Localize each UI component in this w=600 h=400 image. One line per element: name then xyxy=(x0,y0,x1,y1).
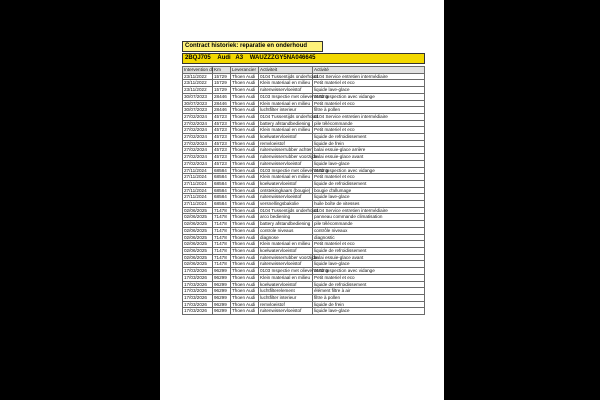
cell-supplier: Thoen Audi xyxy=(231,214,259,221)
cell-date: 30/07/2023 xyxy=(183,93,213,100)
cell-activity-nl: 0104 Tussentijds onderhoud xyxy=(260,73,318,79)
cell-date: 02/06/2025 xyxy=(183,247,213,254)
cell-km: 45723 xyxy=(213,154,231,161)
table-row xyxy=(183,261,425,268)
cell-date: 23/11/2022 xyxy=(183,87,213,94)
cell-supplier: Thoen Audi xyxy=(231,294,259,301)
table-header-row xyxy=(183,67,425,74)
cell-date: 27/02/2024 xyxy=(183,154,213,161)
cell-km: 45723 xyxy=(213,120,231,127)
cell-activity-fr: Petit materiel et eco xyxy=(313,274,425,281)
cell-supplier: Thoen Audi xyxy=(231,308,259,315)
cell-activity-nl: koelwatervloeistof xyxy=(259,247,313,254)
cell-km: 45723 xyxy=(213,147,231,154)
cell-activity-nl: ruitenwisservloeistof xyxy=(259,160,313,167)
table-row xyxy=(183,147,425,154)
cell-activity-fr: huile boîte de vitesses xyxy=(313,201,425,208)
cell-date: 02/06/2025 xyxy=(183,227,213,234)
vehicle-vin: WAUZZZGY5NA046645 xyxy=(249,55,316,61)
cell-activity-nl: 0103 Inspectie met olieverversing xyxy=(260,93,329,99)
cell-km: 71478 xyxy=(213,214,231,221)
cell-activity-nl: ruitenwisserrubber achter xyxy=(260,147,312,153)
cell-date: 27/02/2024 xyxy=(183,113,213,120)
document-title: Contract historiek: reparatie en onderhoud xyxy=(182,41,323,52)
cell-date: 17/03/2026 xyxy=(183,268,213,275)
cell-km: 71478 xyxy=(213,261,231,268)
table-row xyxy=(183,187,425,194)
cell-activity-nl: Klein materiaal en milieu xyxy=(259,100,313,107)
cell-date: 17/03/2026 xyxy=(183,288,213,295)
cell-supplier: Thoen Audi xyxy=(231,160,259,167)
cell-km: 96299 xyxy=(213,281,231,288)
table-row xyxy=(183,107,425,114)
cell-km: 96299 xyxy=(213,288,231,295)
cell-activity-fr: élément filtre à air xyxy=(313,288,425,295)
table-row xyxy=(183,154,425,161)
cell-activity-nl: Klein materiaal en milieu xyxy=(259,241,313,248)
cell-activity-nl: ruitenwisservloeistof xyxy=(259,194,313,201)
table-row xyxy=(183,194,425,201)
cell-activity-nl: ruitenwisserrubber voorzijde xyxy=(260,254,318,260)
cell-date: 27/02/2024 xyxy=(183,134,213,141)
cell-date: 27/02/2024 xyxy=(183,127,213,134)
cell-activity-nl: versnellingsbakolie xyxy=(259,201,313,208)
vehicle-info-bar xyxy=(182,53,425,64)
table-row xyxy=(183,134,425,141)
cell-supplier: Thoen Audi xyxy=(231,134,259,141)
cell-km: 71478 xyxy=(213,254,231,261)
cell-date: 27/11/2024 xyxy=(183,174,213,181)
cell-km: 96299 xyxy=(213,308,231,315)
vehicle-plate: 2BQJ705 xyxy=(185,55,211,61)
cell-activity-nl: luchtfilter interieur xyxy=(259,294,313,301)
cell-supplier: Thoen Audi xyxy=(231,167,259,174)
cell-date: 02/06/2025 xyxy=(183,241,213,248)
cell-supplier: Thoen Audi xyxy=(231,174,259,181)
cell-activity-nl: battery afstandbediening xyxy=(259,221,313,228)
cell-date: 27/11/2024 xyxy=(183,194,213,201)
cell-activity-fr: Petit materiel et eco xyxy=(313,127,425,134)
cell-km: 71478 xyxy=(213,247,231,254)
cell-km: 68584 xyxy=(213,187,231,194)
cell-km: 45723 xyxy=(213,160,231,167)
table-row xyxy=(183,127,425,134)
table-row xyxy=(183,201,425,208)
cell-date: 17/03/2026 xyxy=(183,308,213,315)
cell-km: 71478 xyxy=(213,241,231,248)
cell-km: 96299 xyxy=(213,274,231,281)
cell-activity-fr: Petit materiel et eco xyxy=(313,241,425,248)
table-row xyxy=(183,113,425,120)
table-row xyxy=(183,140,425,147)
cell-activity-nl: remvloeistof xyxy=(259,140,313,147)
cell-km: 71478 xyxy=(213,207,231,214)
header-supplier: Leverancier xyxy=(231,67,259,74)
cell-date: 27/11/2024 xyxy=(183,201,213,208)
header-activity-fr: Activité xyxy=(313,67,425,74)
cell-km: 96299 xyxy=(213,301,231,308)
cell-date: 02/06/2025 xyxy=(183,214,213,221)
cell-activity-nl: koelwatervloeistof xyxy=(259,281,313,288)
cell-supplier: Thoen Audi xyxy=(231,301,259,308)
cell-activity-nl: luchtfilterelement xyxy=(259,288,313,295)
cell-activity-fr: filtre à pollen xyxy=(313,107,425,114)
cell-km: 71478 xyxy=(213,234,231,241)
table-row xyxy=(183,254,425,261)
cell-activity-fr: Petit materiel et eco xyxy=(313,80,425,87)
cell-date: 23/11/2022 xyxy=(183,80,213,87)
cell-supplier: Thoen Audi xyxy=(231,87,259,94)
cell-supplier: Thoen Audi xyxy=(231,241,259,248)
table-row xyxy=(183,207,425,214)
table-row xyxy=(183,274,425,281)
cell-activity-fr: liquide de refroidissement xyxy=(313,180,425,187)
cell-date: 30/07/2023 xyxy=(183,107,213,114)
cell-activity-nl: 0103 Inspectie met olieverversing xyxy=(260,167,329,173)
cell-supplier: Thoen Audi xyxy=(231,201,259,208)
cell-km: 96299 xyxy=(213,294,231,301)
cell-activity-fr: filtre à pollen xyxy=(313,294,425,301)
cell-date: 30/07/2023 xyxy=(183,100,213,107)
cell-date: 02/06/2025 xyxy=(183,234,213,241)
table-row xyxy=(183,288,425,295)
cell-date: 27/02/2024 xyxy=(183,160,213,167)
cell-supplier: Thoen Audi xyxy=(231,180,259,187)
cell-activity-nl: 0103 Inspectie met olieverversing xyxy=(260,268,329,274)
cell-activity-fr: liquide lave-glace xyxy=(313,261,425,268)
cell-supplier: Thoen Audi xyxy=(231,227,259,234)
cell-activity-fr: liquide de frein xyxy=(313,301,425,308)
cell-activity-fr: balai essuie-glace arrière xyxy=(313,147,425,154)
table-row xyxy=(183,167,425,174)
table-row xyxy=(183,268,425,275)
cell-supplier: Thoen Audi xyxy=(231,73,259,80)
cell-activity-fr: 0104 Service entretien intermédiaire xyxy=(313,73,425,80)
cell-activity-fr: bougie d'allumage xyxy=(313,187,425,194)
cell-activity-fr: 0103 Inspection avec vidange xyxy=(313,167,425,174)
cell-activity-fr: pile télécommande xyxy=(313,120,425,127)
table-row xyxy=(183,301,425,308)
cell-supplier: Thoen Audi xyxy=(231,221,259,228)
cell-activity-fr: Petit materiel et eco xyxy=(313,174,425,181)
cell-activity-fr: 0104 Service entretien intermédiaire xyxy=(313,207,425,214)
table-row xyxy=(183,247,425,254)
cell-activity-nl: Klein materiaal en milieu xyxy=(259,127,313,134)
cell-activity-fr: 0104 Service entretien intermédiaire xyxy=(313,113,425,120)
cell-km: 45723 xyxy=(213,127,231,134)
table-row xyxy=(183,87,425,94)
table-row xyxy=(183,227,425,234)
vehicle-make: Audi xyxy=(217,55,231,61)
cell-supplier: Thoen Audi xyxy=(231,254,259,261)
cell-activity-nl: luchtfilter interieur xyxy=(259,107,313,114)
cell-supplier: Thoen Audi xyxy=(231,113,259,120)
cell-activity-nl: diagnose xyxy=(259,234,313,241)
table-row xyxy=(183,294,425,301)
cell-date: 27/02/2024 xyxy=(183,120,213,127)
cell-km: 28446 xyxy=(213,107,231,114)
table-row xyxy=(183,180,425,187)
cell-activity-fr: panneau commande climatisation xyxy=(313,214,425,221)
cell-supplier: Thoen Audi xyxy=(231,80,259,87)
cell-km: 45723 xyxy=(213,134,231,141)
cell-supplier: Thoen Audi xyxy=(231,247,259,254)
cell-activity-nl: Klein materiaal en milieu xyxy=(259,174,313,181)
cell-km: 68584 xyxy=(213,180,231,187)
cell-activity-nl: ruitenwisservloeistof xyxy=(259,308,313,315)
cell-date: 27/11/2024 xyxy=(183,187,213,194)
cell-date: 17/03/2026 xyxy=(183,274,213,281)
cell-km: 15729 xyxy=(213,80,231,87)
header-activity-nl: Activiteit xyxy=(259,67,313,74)
table-row xyxy=(183,100,425,107)
cell-km: 71478 xyxy=(213,221,231,228)
cell-km: 45723 xyxy=(213,113,231,120)
cell-activity-fr: balai essuie-glace avant xyxy=(313,154,425,161)
cell-km: 28446 xyxy=(213,93,231,100)
cell-activity-nl: Klein materiaal en milieu xyxy=(259,80,313,87)
cell-date: 02/06/2025 xyxy=(183,207,213,214)
cell-km: 45723 xyxy=(213,140,231,147)
cell-date: 27/02/2024 xyxy=(183,140,213,147)
cell-km: 68584 xyxy=(213,167,231,174)
cell-activity-nl: remvloeistof xyxy=(259,301,313,308)
table-row xyxy=(183,234,425,241)
table-row xyxy=(183,308,425,315)
cell-activity-fr: 0103 Inspection avec vidange xyxy=(313,268,425,275)
vehicle-model: A3 xyxy=(235,55,244,61)
cell-activity-nl: 0104 Tussentijds onderhoud xyxy=(260,113,318,119)
cell-supplier: Thoen Audi xyxy=(231,120,259,127)
header-date: Intervention dt xyxy=(184,67,214,72)
cell-km: 28446 xyxy=(213,100,231,107)
cell-activity-nl: koelwatervloeistof xyxy=(259,180,313,187)
table-row xyxy=(183,241,425,248)
cell-date: 02/06/2025 xyxy=(183,261,213,268)
cell-km: 68584 xyxy=(213,201,231,208)
cell-date: 17/03/2026 xyxy=(183,281,213,288)
table-row xyxy=(183,214,425,221)
history-table xyxy=(182,66,425,315)
cell-km: 68584 xyxy=(213,194,231,201)
cell-supplier: Thoen Audi xyxy=(231,207,259,214)
cell-activity-fr: contrôle niveaux xyxy=(313,227,425,234)
header-km: Km xyxy=(213,67,231,74)
cell-activity-fr: liquide lave-glace xyxy=(313,308,425,315)
cell-activity-fr: liquide de refroidissement xyxy=(313,134,425,141)
table-row xyxy=(183,160,425,167)
cell-supplier: Thoen Audi xyxy=(231,127,259,134)
cell-activity-nl: ruitenwisservloeistof xyxy=(259,261,313,268)
cell-km: 71478 xyxy=(213,227,231,234)
cell-date: 27/11/2024 xyxy=(183,167,213,174)
table-row xyxy=(183,221,425,228)
cell-supplier: Thoen Audi xyxy=(231,187,259,194)
cell-supplier: Thoen Audi xyxy=(231,140,259,147)
cell-activity-nl: ruitenwisserrubber voorzijde xyxy=(260,154,318,160)
cell-activity-fr: pile télécommande xyxy=(313,221,425,228)
cell-supplier: Thoen Audi xyxy=(231,281,259,288)
table-row xyxy=(183,73,425,80)
cell-activity-fr: liquide de refroidissement xyxy=(313,281,425,288)
cell-activity-nl: arco bediening xyxy=(259,214,313,221)
table-row xyxy=(183,174,425,181)
cell-supplier: Thoen Audi xyxy=(231,234,259,241)
cell-activity-nl: Klein materiaal en milieu xyxy=(259,274,313,281)
cell-activity-fr: diagnostic xyxy=(313,234,425,241)
cell-km: 15729 xyxy=(213,87,231,94)
cell-activity-nl: ontstekingkaars (bougie) xyxy=(259,187,313,194)
cell-supplier: Thoen Audi xyxy=(231,93,259,100)
cell-supplier: Thoen Audi xyxy=(231,261,259,268)
cell-supplier: Thoen Audi xyxy=(231,100,259,107)
cell-supplier: Thoen Audi xyxy=(231,107,259,114)
cell-date: 02/06/2025 xyxy=(183,254,213,261)
cell-date: 02/06/2025 xyxy=(183,221,213,228)
cell-supplier: Thoen Audi xyxy=(231,274,259,281)
cell-date: 17/03/2026 xyxy=(183,301,213,308)
table-row xyxy=(183,93,425,100)
cell-activity-nl: battery afstandbediening xyxy=(259,120,313,127)
cell-activity-fr: liquide lave-glace xyxy=(313,194,425,201)
cell-activity-fr: balai essuie-glace avant xyxy=(313,254,425,261)
document-page xyxy=(160,0,444,400)
cell-activity-nl: controle niveaus xyxy=(259,227,313,234)
cell-activity-nl: 0104 Tussentijds onderhoud xyxy=(260,207,318,213)
cell-date: 27/11/2024 xyxy=(183,180,213,187)
cell-activity-fr: liquide lave-glace xyxy=(313,160,425,167)
cell-supplier: Thoen Audi xyxy=(231,194,259,201)
cell-date: 17/03/2026 xyxy=(183,294,213,301)
table-row xyxy=(183,281,425,288)
cell-activity-fr: Petit materiel et eco xyxy=(313,100,425,107)
cell-activity-fr: liquide de frein xyxy=(313,140,425,147)
cell-supplier: Thoen Audi xyxy=(231,147,259,154)
cell-date: 23/11/2022 xyxy=(183,73,213,80)
cell-supplier: Thoen Audi xyxy=(231,288,259,295)
cell-activity-fr: liquide lave-glace xyxy=(313,87,425,94)
table-row xyxy=(183,120,425,127)
table-row xyxy=(183,80,425,87)
cell-supplier: Thoen Audi xyxy=(231,154,259,161)
cell-date: 27/02/2024 xyxy=(183,147,213,154)
cell-activity-fr: liquide de refroidissement xyxy=(313,247,425,254)
cell-activity-nl: ruitenwisservloeistof xyxy=(259,87,313,94)
cell-activity-fr: 0103 Inspection avec vidange xyxy=(313,93,425,100)
cell-supplier: Thoen Audi xyxy=(231,268,259,275)
cell-activity-nl: koelwatervloeistof xyxy=(259,134,313,141)
cell-km: 15729 xyxy=(213,73,231,80)
cell-km: 96299 xyxy=(213,268,231,275)
cell-km: 68584 xyxy=(213,174,231,181)
